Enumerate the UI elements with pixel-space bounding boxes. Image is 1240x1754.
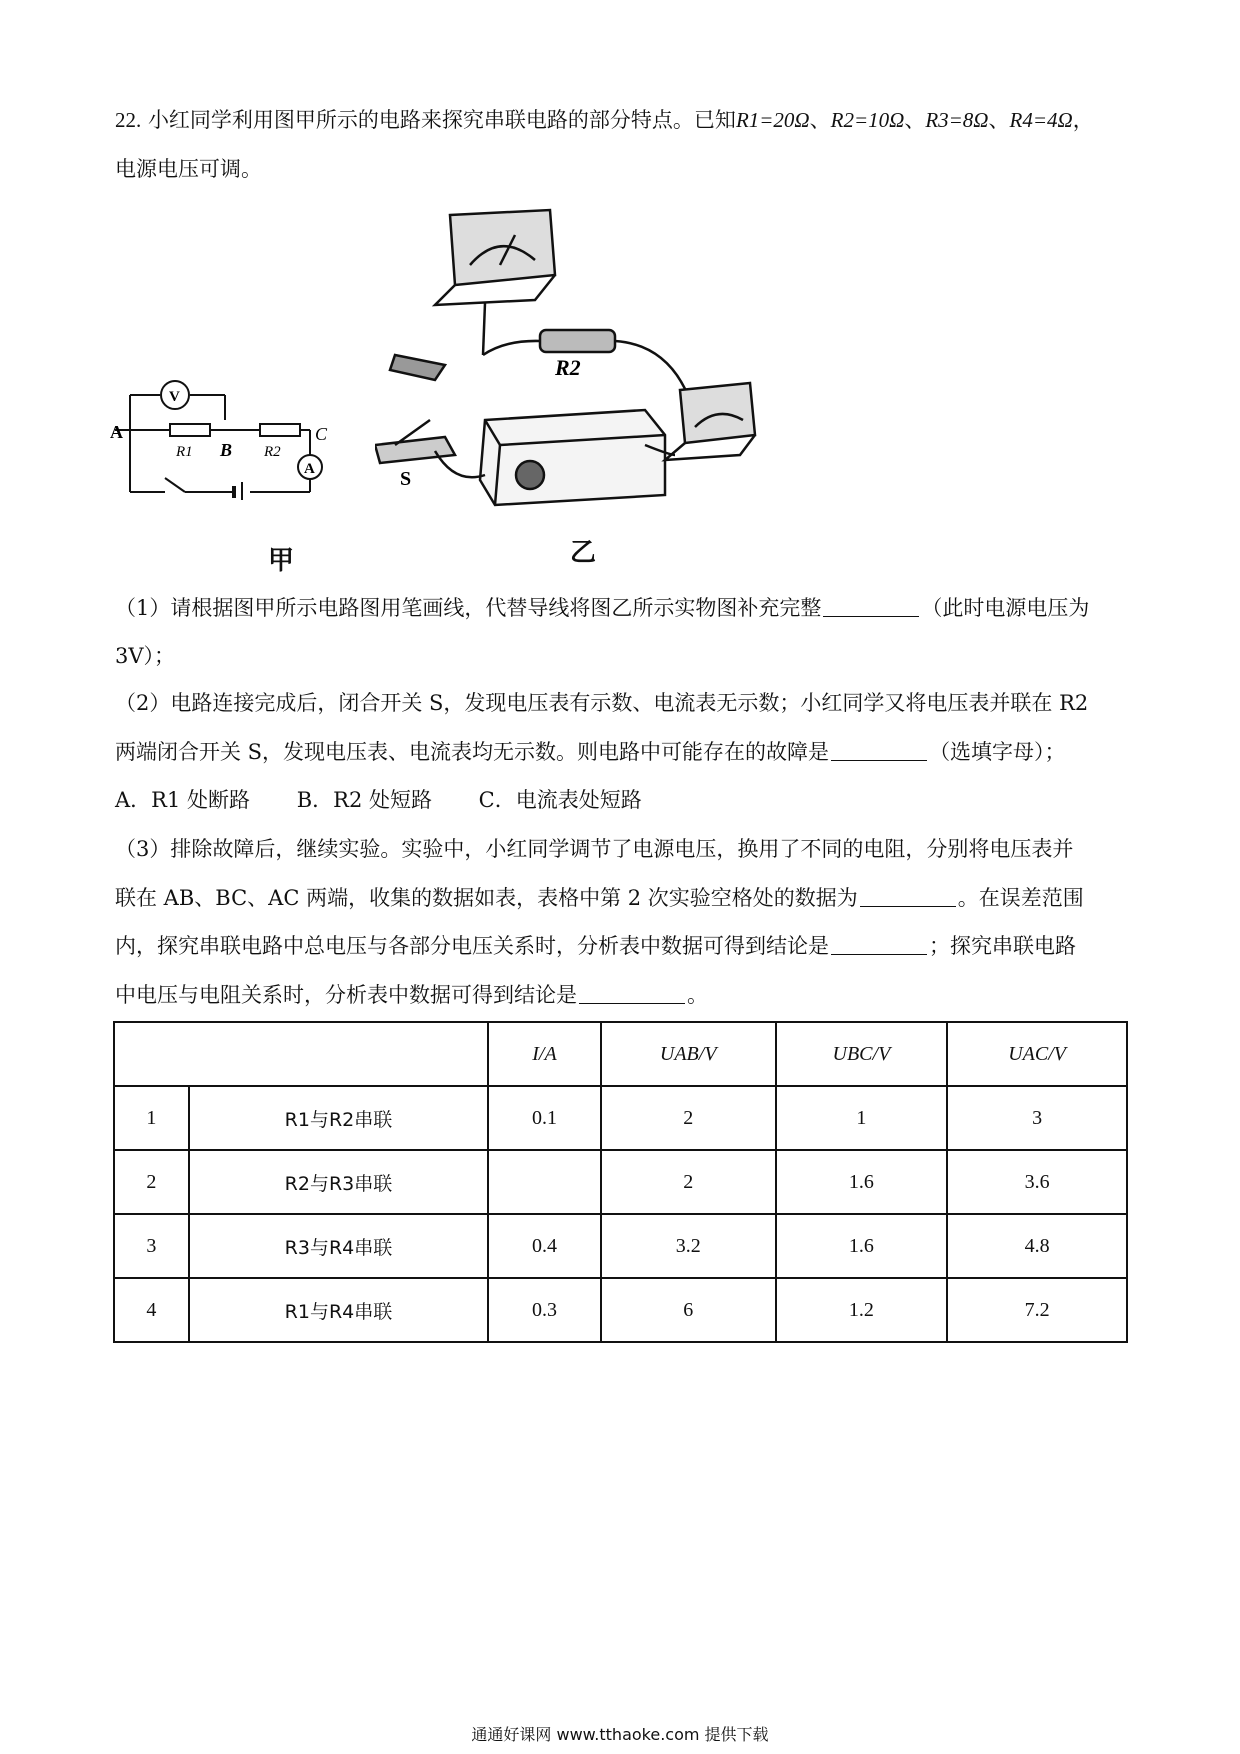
row-desc: R1与R4串联 bbox=[189, 1278, 488, 1342]
r2-device-label: R2 bbox=[555, 355, 581, 380]
point-a-label: A bbox=[110, 422, 123, 442]
row-desc: R3与R4串联 bbox=[189, 1214, 488, 1278]
row-current-blank[interactable] bbox=[488, 1150, 601, 1214]
ammeter-device bbox=[680, 383, 755, 443]
ammeter-label: A bbox=[304, 461, 315, 477]
figure-yi-caption: 乙 bbox=[570, 538, 597, 568]
r1-label: R1 bbox=[176, 444, 193, 460]
row-uac: 7.2 bbox=[947, 1278, 1127, 1342]
row-ubc: 1.2 bbox=[776, 1278, 948, 1342]
row-index: 2 bbox=[114, 1150, 189, 1214]
resistor-r2-device bbox=[540, 330, 615, 352]
header-ubc: UBC/V bbox=[776, 1022, 948, 1086]
part3-text-suffix: 。在误差范围 bbox=[957, 886, 1084, 910]
row-uac: 4.8 bbox=[947, 1214, 1127, 1278]
part3-line3 bbox=[115, 932, 1076, 960]
wire bbox=[483, 303, 485, 355]
apparatus-figure-yi bbox=[375, 205, 775, 525]
part3-text: 联在 AB、BC、AC 两端，收集的数据如表，表格中第 2 次实验空格处的数据为 bbox=[115, 886, 858, 910]
resistor-r1-symbol bbox=[170, 424, 210, 436]
row-ubc: 1.6 bbox=[776, 1214, 948, 1278]
row-index: 1 bbox=[114, 1086, 189, 1150]
r2-label: R2 bbox=[264, 444, 281, 460]
option-b: B．R2 处短路 bbox=[296, 788, 432, 812]
data-table bbox=[113, 1021, 1128, 1343]
page-footer: 通通好课网 www.tthaoke.com 提供下载 bbox=[471, 1725, 769, 1744]
known-r4: R4=4Ω bbox=[1009, 108, 1073, 132]
part3-text-3: 内，探究串联电路中总电压与各部分电压关系时，分析表中数据可得到结论是 bbox=[115, 934, 829, 958]
row-ubc: 1 bbox=[776, 1086, 948, 1150]
question-intro-line2: 电源电压可调。 bbox=[115, 157, 262, 181]
row-uac: 3.6 bbox=[947, 1150, 1127, 1214]
circuit-diagram-jia bbox=[110, 360, 350, 500]
part3-text-3-suffix: ；探究串联电路 bbox=[929, 934, 1076, 958]
resistor-r2-symbol bbox=[260, 424, 300, 436]
row-current: 0.3 bbox=[488, 1278, 601, 1342]
row-current: 0.4 bbox=[488, 1214, 601, 1278]
row-uab: 6 bbox=[601, 1278, 776, 1342]
part3-answer-blank-2[interactable] bbox=[831, 934, 927, 955]
row-index: 4 bbox=[114, 1278, 189, 1342]
table-row bbox=[114, 1086, 1127, 1150]
header-current: I/A bbox=[488, 1022, 601, 1086]
power-knob bbox=[516, 461, 544, 489]
resistor-r1-device bbox=[390, 355, 445, 380]
part2-line2 bbox=[115, 738, 1066, 766]
question-intro: 22. 小红同学利用图甲所示的电路来探究串联电路的部分特点。已知R1=20Ω、R2=10Ω、R3=8Ω、R4=4Ω， bbox=[115, 108, 1094, 132]
part3-answer-blank-1[interactable] bbox=[860, 886, 956, 907]
part2-text-suffix: （选填字母）； bbox=[929, 740, 1066, 764]
table-row bbox=[114, 1214, 1127, 1278]
part1-line2: 3V）； bbox=[115, 644, 176, 668]
wire bbox=[483, 341, 540, 355]
row-desc: R1与R2串联 bbox=[189, 1086, 488, 1150]
question-intro-text: 小红同学利用图甲所示的电路来探究串联电路的部分特点。已知 bbox=[147, 108, 736, 132]
part2-text: 两端闭合开关 S，发现电压表、电流表均无示数。则电路中可能存在的故障是 bbox=[115, 740, 830, 764]
known-r2: R2=10Ω bbox=[830, 108, 905, 132]
part1-text: （1）请根据图甲所示电路图用笔画线，代替导线将图乙所示实物图补充完整 bbox=[115, 596, 822, 620]
header-uac: UAC/V bbox=[947, 1022, 1127, 1086]
part3-line4 bbox=[115, 981, 708, 1009]
known-r1: R1=20Ω bbox=[735, 108, 810, 132]
header-uab: UAB/V bbox=[601, 1022, 776, 1086]
part1-answer-blank[interactable] bbox=[823, 596, 919, 617]
row-uab: 2 bbox=[601, 1086, 776, 1150]
part3-answer-blank-3[interactable] bbox=[579, 983, 685, 1004]
header-blank-cell bbox=[114, 1022, 488, 1086]
voltmeter-label: V bbox=[169, 389, 180, 405]
figure-jia-caption: 甲 bbox=[268, 546, 295, 576]
part1-text-suffix: （此时电源电压为 bbox=[921, 596, 1090, 620]
part3-text-4-suffix: 。 bbox=[687, 983, 708, 1007]
point-b-label: B bbox=[220, 440, 233, 460]
switch-symbol bbox=[165, 478, 185, 492]
option-a: A．R1 处断路 bbox=[115, 788, 251, 812]
row-current: 0.1 bbox=[488, 1086, 601, 1150]
row-ubc: 1.6 bbox=[776, 1150, 948, 1214]
row-desc: R2与R3串联 bbox=[189, 1150, 488, 1214]
part1-line1 bbox=[115, 594, 1089, 622]
row-index: 3 bbox=[114, 1214, 189, 1278]
known-r3: R3=8Ω bbox=[925, 108, 989, 132]
part3-line2 bbox=[115, 884, 1084, 912]
row-uab: 2 bbox=[601, 1150, 776, 1214]
switch-device-label: S bbox=[400, 468, 412, 490]
option-c: C．电流表处短路 bbox=[478, 788, 642, 812]
table-header-row bbox=[114, 1022, 1127, 1086]
row-uac: 3 bbox=[947, 1086, 1127, 1150]
part3-text-4: 中电压与电阻关系时，分析表中数据可得到结论是 bbox=[115, 983, 577, 1007]
part2-answer-blank[interactable] bbox=[831, 740, 927, 761]
part2-line1: （2）电路连接完成后，闭合开关 S，发现电压表有示数、电流表无示数；小红同学又将电压表并联在 R2 bbox=[115, 691, 1089, 715]
table-row bbox=[114, 1278, 1127, 1342]
table-row bbox=[114, 1150, 1127, 1214]
part3-line1: （3）排除故障后，继续实验。实验中，小红同学调节了电源电压，换用了不同的电阻，分别将电压表并 bbox=[115, 837, 1074, 861]
switch-device bbox=[375, 437, 455, 463]
power-supply-device bbox=[480, 410, 665, 505]
part2-options bbox=[115, 786, 642, 814]
question-number: 22. bbox=[115, 108, 142, 132]
point-c-label: C bbox=[315, 424, 328, 444]
row-uab: 3.2 bbox=[601, 1214, 776, 1278]
